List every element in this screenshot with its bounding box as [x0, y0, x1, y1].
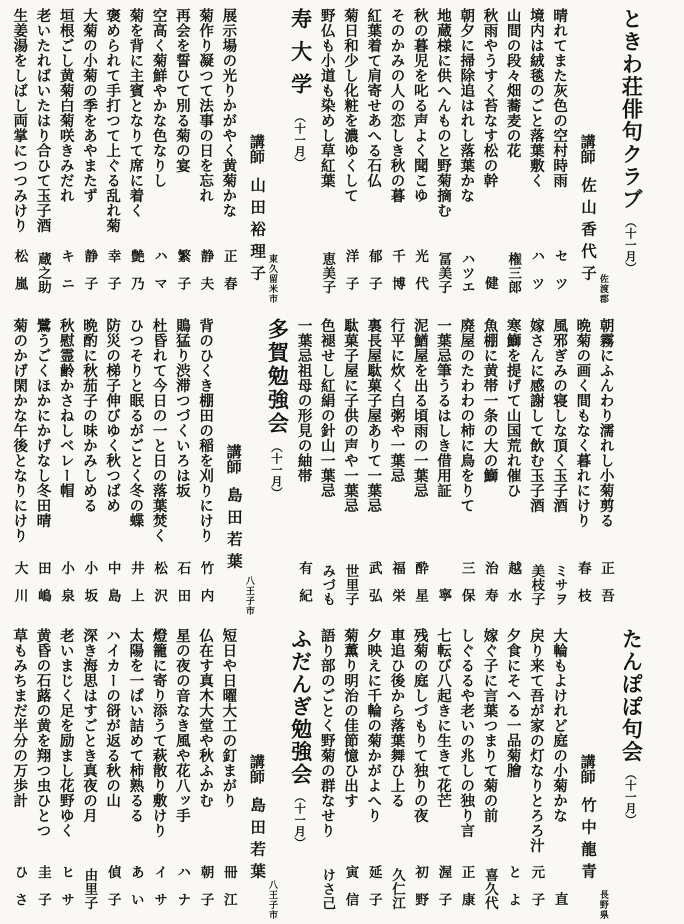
poem-author: 田嶋 — [34, 560, 51, 616]
poem-author: 松嵐 — [11, 248, 28, 304]
section-date: （十一月） — [269, 440, 284, 499]
poem-text: 泥鰌屋を出る頃雨の一葉忌 — [411, 318, 428, 498]
poem-text: 車追ひ後から落葉舞ひ上る — [388, 628, 405, 808]
poem-text: 星の夜の音なき風や花八ッ手 — [173, 628, 190, 823]
poem-text: 菊のかげ閑かな午後となりにけり — [11, 318, 28, 543]
poem-author: セツ — [551, 248, 568, 304]
poem-text: 廃屋のたわわの柿に鳥をりて — [458, 318, 475, 513]
poem-text: 短日や日曜大工の釘まがり — [220, 628, 237, 808]
poem-column — [481, 628, 497, 920]
poem-column — [57, 628, 73, 920]
poem-author: 久仁江 — [388, 868, 405, 910]
poem-column — [11, 318, 27, 616]
poem-author: イサ — [151, 864, 168, 920]
poem-author: 世里子 — [342, 564, 359, 606]
poem-column — [295, 318, 311, 616]
poem-column — [150, 8, 166, 304]
section-date: （十一月） — [293, 110, 308, 169]
poem-text: 秋の暮児を叱る声よく聞こゆ — [411, 8, 428, 203]
poem-author: 竹内 — [197, 560, 214, 616]
section-region-label: 八王子市 — [267, 880, 278, 920]
poem-text: 嫁ぐ子に言葉つまりて菊の前 — [481, 628, 498, 823]
poem-text: 晩酌に秋茄子の味かみしめる — [80, 318, 97, 513]
poem-column — [388, 318, 404, 616]
poem-text: 山間の段々畑蕎麦の花 — [504, 8, 521, 158]
poem-column — [104, 8, 120, 304]
lecturer-column — [578, 628, 596, 924]
poem-column — [127, 8, 143, 304]
poem-text: 深き海思はすごとき真夜の月 — [80, 628, 97, 823]
poem-author: 恵美子 — [319, 252, 336, 294]
section-region-label: 長野県 — [597, 890, 608, 920]
section-title: 多賀勉強会 — [265, 318, 290, 436]
section-title-column — [288, 8, 312, 304]
poem-text: 寒鰤を提げて山国荒れ催ひ — [504, 318, 521, 498]
poem-author: 寧 — [435, 588, 452, 616]
poem-author: ハツエ — [458, 252, 475, 294]
poem-author: 健 — [481, 276, 498, 304]
poem-column — [551, 318, 567, 616]
poem-text: 褒められて手打つて上ぐる乱れ菊 — [104, 8, 121, 233]
poem-author: 元子 — [528, 864, 545, 920]
section-date: （十一月） — [293, 790, 308, 848]
poem-author: 喜久代 — [481, 868, 498, 910]
poem-text: 鷺うごくほかにかげなし冬田晴 — [34, 318, 51, 528]
poem-author: 直 — [551, 892, 568, 920]
poem-author: 小坂 — [81, 560, 98, 616]
poem-text: 七転び八起きに生きて花芒 — [434, 628, 451, 808]
text-band-bottom — [0, 620, 658, 924]
lecturer-name: 島田若葉 — [248, 797, 267, 886]
poem-column — [574, 318, 590, 616]
poem-author: 井上 — [127, 560, 144, 616]
lecturer-name: 竹中龍青 — [578, 797, 597, 886]
poem-author: 冨美子 — [435, 252, 452, 294]
poem-author: 越水 — [505, 560, 522, 616]
poem-author: ミサヲ — [551, 564, 568, 606]
poem-author: ハツ — [528, 248, 545, 304]
poem-column — [504, 8, 520, 304]
section-title-column — [619, 8, 643, 304]
poem-author: ハマ — [151, 248, 168, 304]
poem-author: 三保 — [458, 560, 475, 616]
poem-text: 菊作り凝つて法事の日を忘れ — [197, 8, 214, 203]
poem-author: 有紀 — [296, 560, 312, 616]
poem-text: 晴れてまた灰色の空村時雨 — [551, 8, 568, 188]
poem-text: 朝夕に掃除追はれし落葉かな — [458, 8, 475, 203]
poem-text: 太陽を一ぱい詰めて柿熟るる — [127, 628, 144, 823]
poem-author: みづも — [319, 564, 336, 606]
section-title-column — [288, 628, 312, 920]
poem-author: ひさ — [11, 864, 28, 920]
section-date: （十一月） — [623, 215, 638, 273]
poem-column — [504, 628, 520, 920]
poem-author: あい — [127, 864, 144, 920]
poem-text: 晩菊の画く間もなく暮れにけり — [574, 318, 591, 528]
section-title-column — [619, 628, 643, 920]
poem-author: 静子 — [81, 248, 98, 304]
poem-author: 洋子 — [342, 248, 359, 304]
poem-author: 由里子 — [81, 868, 98, 910]
poem-column — [34, 8, 50, 304]
poem-text: 生姜湯をしばし両掌につつみけり — [11, 8, 28, 233]
poem-author: 朝子 — [197, 864, 214, 920]
poem-column — [57, 8, 73, 304]
text-band-middle — [0, 308, 624, 620]
poem-column — [220, 8, 236, 304]
poem-column — [365, 628, 381, 920]
poem-text: 秋雨やうすく苔なす松の幹 — [481, 8, 498, 188]
poem-author: 春枝 — [574, 560, 591, 616]
poem-text: 朝霧にふんわり濡れし小菊剪る — [597, 318, 614, 528]
poem-author: 初野 — [412, 864, 429, 920]
section-title: ふだんぎ勉強会 — [288, 628, 313, 786]
poem-text: 残菊の庭しづもりて独りの夜 — [411, 628, 428, 823]
section-region-column — [597, 628, 607, 924]
poem-author: けさ己 — [319, 868, 336, 910]
lecturer-label: 講師 — [224, 444, 243, 474]
lecturer-name: 島田若葉 — [224, 487, 243, 576]
poem-author: 酔星 — [412, 560, 429, 616]
poem-text: 菊薫り明治の佳節憶ひ出す — [342, 628, 359, 808]
poem-author: 静夫 — [197, 248, 214, 304]
section-title: たんぽぽ句会 — [619, 628, 644, 763]
lecturer-label: 講師 — [247, 754, 266, 784]
poem-column — [319, 628, 335, 920]
section-title: 寿大学 — [288, 8, 313, 106]
poem-author: キニ — [58, 248, 75, 304]
poem-text: 鵙猛り渋滞つづくいろは坂 — [173, 318, 190, 498]
poem-text: 空高く菊鮮やかな色なりし — [150, 8, 167, 188]
poem-author: 正吾 — [598, 560, 615, 616]
poem-text: 防災の梯子伸びゆく秋つばめ — [104, 318, 121, 513]
poem-author: 小泉 — [58, 560, 75, 616]
poem-author: 偵子 — [104, 864, 121, 920]
poem-text: 黄昏の石蕗の黄を翔つ虫ひとつ — [34, 628, 51, 838]
poem-text: しぐるるや老いの兆しの独り言 — [458, 628, 475, 838]
poem-author: 蔵之助 — [34, 252, 51, 294]
poem-text: 菊を背に主賓となりて席に着く — [127, 8, 144, 218]
poem-column — [81, 628, 97, 920]
poem-text: 老いたればいたはり合ひて玉子酒 — [34, 8, 51, 233]
poem-author: とよ — [505, 864, 522, 920]
poem-author: 治寿 — [481, 560, 498, 616]
poem-text: 一葉忌筆うるはしき借用証 — [434, 318, 451, 498]
poem-column — [174, 318, 190, 616]
lecturer-column — [224, 318, 242, 620]
poem-column — [197, 628, 213, 920]
lecturer-name: 山田裕理子 — [248, 177, 267, 288]
poem-text: そのかみの人の恋しき秋の暮 — [388, 8, 405, 203]
section-region-label: 佐渡郡 — [597, 274, 608, 304]
poem-column — [528, 628, 544, 920]
poem-column — [528, 8, 544, 304]
poem-column — [342, 628, 358, 920]
poem-column — [551, 8, 567, 304]
poem-author: 光代 — [412, 248, 429, 304]
poem-column — [481, 318, 497, 616]
poem-author: ヒサ — [58, 864, 75, 920]
lecturer-column — [247, 628, 265, 924]
poem-text: 背のひくき棚田の稲を刈りにけり — [197, 318, 214, 543]
poem-column — [150, 628, 166, 920]
poem-text: 一葉忌祖母の形見の紬帯 — [295, 318, 312, 483]
lecturer-name: 佐山香代子 — [578, 177, 597, 288]
poem-column — [174, 628, 190, 920]
poem-column — [388, 628, 404, 920]
poem-author: 渥子 — [435, 864, 452, 920]
poem-text: 色褪せし紅絹の針山一葉忌 — [318, 318, 335, 498]
poem-column — [197, 318, 213, 616]
poem-text: 駄菓子屋に子供の声や一葉忌 — [342, 318, 359, 513]
poem-column — [81, 8, 97, 304]
poem-column — [319, 8, 335, 304]
poem-text: 行平に炊く白粥や一葉忌 — [388, 318, 405, 483]
poem-author: 松沢 — [151, 560, 168, 616]
poem-text: 夕映えに千輪の菊かがよへり — [365, 628, 382, 823]
poem-text: 再会を誓ひて別る菊の宴 — [173, 8, 190, 173]
poem-author: 正春 — [220, 248, 237, 304]
poem-column — [104, 318, 120, 616]
poem-author: 正康 — [458, 864, 475, 920]
poem-column — [458, 8, 474, 304]
poem-column — [342, 8, 358, 304]
poem-author: 冊江 — [220, 864, 237, 920]
lecturer-column — [247, 8, 265, 308]
poem-author: 圭子 — [34, 864, 51, 920]
poem-author: 繁子 — [174, 248, 191, 304]
poem-column — [11, 8, 27, 304]
poem-author: 武弘 — [365, 560, 382, 616]
poem-column — [458, 318, 474, 616]
section-region-label: 八王子市 — [243, 576, 254, 616]
poem-text: 仏在す真木大堂や秋ふかむ — [197, 628, 214, 808]
poem-column — [458, 628, 474, 920]
poem-column — [34, 628, 50, 920]
poem-text: 秋慰霊齢かさねしベレー帽 — [57, 318, 74, 498]
poem-text: 嫁さんに感謝して飲む玉子酒 — [527, 318, 544, 513]
poem-text: 語り部のごとく野菊の群なせり — [318, 628, 335, 838]
poem-author: 中島 — [104, 560, 121, 616]
poem-text: 燈籠に寄り添うて萩散り敷けり — [150, 628, 167, 838]
poem-text: 風邪ぎみの寝しな頂く玉子酒 — [551, 318, 568, 513]
poem-column — [388, 8, 404, 304]
poem-column — [342, 318, 358, 616]
poem-text: 垣根ごし黄菊白菊咲きみだれ — [57, 8, 74, 203]
poem-text: 老いまじく足を励まし花野ゆく — [57, 628, 74, 838]
poem-text: 大菊の小菊の季をあやまたず — [80, 8, 97, 203]
poem-author: 石田 — [174, 560, 191, 616]
poem-column — [127, 318, 143, 616]
poem-author: 美枝子 — [528, 564, 545, 606]
poem-text: 地蔵様に供へんものと野菊摘む — [434, 8, 451, 218]
poem-column — [528, 318, 544, 616]
poem-column — [220, 628, 236, 920]
poem-text: 裏長屋駄菓子屋ありて一葉忌 — [365, 318, 382, 513]
poem-column — [412, 628, 428, 920]
poem-column — [597, 318, 613, 616]
poem-column — [319, 318, 335, 616]
poem-text: 展示場の光りかがやく黄菊かな — [220, 8, 237, 218]
poem-column — [127, 628, 143, 920]
poem-column — [11, 628, 27, 920]
poem-author: 大川 — [11, 560, 28, 616]
poem-column — [34, 318, 50, 616]
text-band-top — [0, 0, 658, 308]
poem-column — [104, 628, 120, 920]
section-region-column — [243, 318, 253, 620]
poem-column — [174, 8, 190, 304]
section-region-label: 東久留米市 — [267, 254, 278, 304]
poem-text: 杜昏れて今日の一と日の落葉焚く — [150, 318, 167, 543]
poem-column — [481, 8, 497, 304]
section-region-column — [266, 8, 276, 308]
poem-text: 紅葉着て肩寄せあへる石仏 — [365, 8, 382, 188]
poem-text: 草もみちまだ半分の万歩計 — [11, 628, 28, 808]
poem-column — [412, 8, 428, 304]
poem-author: 艶乃 — [127, 248, 144, 304]
poem-text: 夕食にそへる一品菊膾 — [504, 628, 521, 778]
poem-text: ひつそりと眠るがごとく冬の蝶 — [127, 318, 144, 528]
lecturer-column — [578, 8, 596, 308]
poem-text: ハイカーの谺が返る秋の山 — [104, 628, 121, 808]
poem-text: 戻り来て吾が家の灯なりとろろ汁 — [527, 628, 544, 853]
poem-author: 寅信 — [342, 864, 359, 920]
poem-author: 延子 — [365, 864, 382, 920]
poem-column — [435, 8, 451, 304]
lecturer-label: 講師 — [578, 754, 597, 784]
poem-column — [150, 318, 166, 616]
section-region-column — [266, 628, 276, 924]
poem-column — [435, 628, 451, 920]
lecturer-label: 講師 — [578, 134, 597, 164]
poem-author: ハナ — [174, 864, 191, 920]
poem-author: 千博 — [388, 248, 405, 304]
poem-column — [57, 318, 73, 616]
poem-author: 福栄 — [388, 560, 405, 616]
poem-text: 境内は絨毯のごと落葉敷く — [527, 8, 544, 188]
poem-text: 野仏も小道も染めし草紅葉 — [318, 8, 335, 188]
poem-column — [197, 8, 213, 304]
poem-author: 郁子 — [365, 248, 382, 304]
poem-column — [365, 318, 381, 616]
lecturer-label: 講師 — [247, 134, 266, 164]
section-region-column — [597, 8, 607, 308]
poem-text: 大輪もよけれど庭の小菊かな — [551, 628, 568, 823]
poem-text: 菊日和少し化粧を濃ゆくして — [342, 8, 359, 203]
section-title: ときわ荘俳句クラブ — [619, 8, 644, 211]
poem-author: 幸子 — [104, 248, 121, 304]
poem-column — [81, 318, 97, 616]
poem-column — [435, 318, 451, 616]
section-title-column — [265, 318, 289, 616]
section-date: （十一月） — [623, 768, 638, 826]
poem-text: 魚棚に黄帯一条の大の鰤 — [481, 318, 498, 483]
poem-column — [551, 628, 567, 920]
poem-author: 権三郎 — [505, 252, 522, 294]
poem-column — [412, 318, 428, 616]
poem-column — [504, 318, 520, 616]
poem-column — [365, 8, 381, 304]
